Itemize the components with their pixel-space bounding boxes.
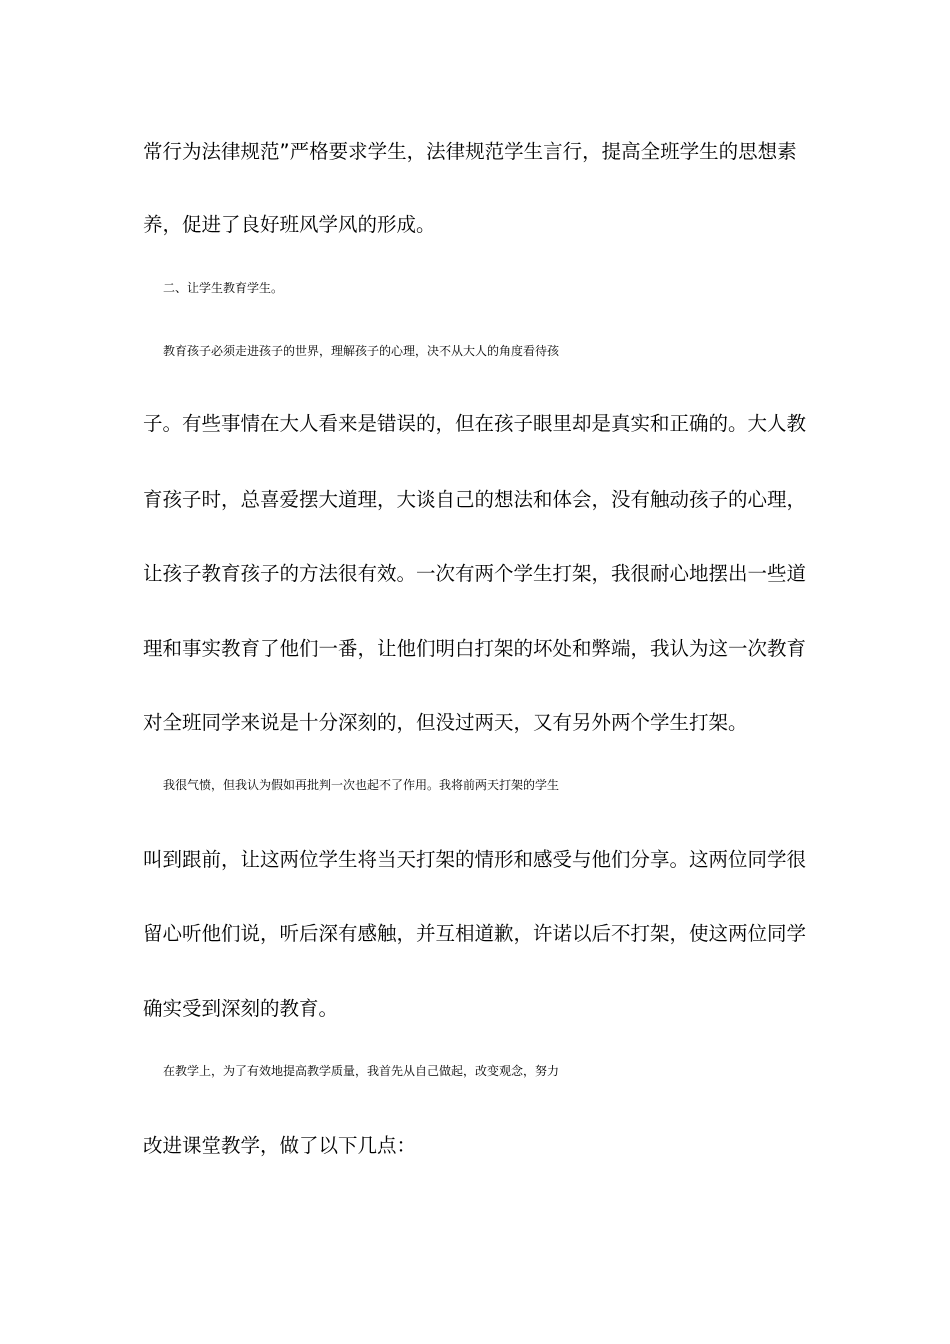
body-text-line: 养，促进了良好班风学风的形成。: [143, 213, 436, 236]
body-text-line: 我很气愤，但我认为假如再批判一次也起不了作用。我将前两天打架的学生: [163, 778, 560, 792]
body-text-line: 叫到跟前，让这两位学生将当天打架的情形和感受与他们分享。这两位同学很: [143, 848, 807, 871]
body-text-line: 教育孩子必须走进孩子的世界，理解孩子的心理，决不从大人的角度看待孩: [163, 344, 560, 358]
body-text-line: 理和事实教育了他们一番，让他们明白打架的坏处和弊端，我认为这一次教育: [143, 637, 807, 660]
body-text-line: 在教学上，为了有效地提高教学质量，我首先从自己做起，改变观念，努力: [163, 1064, 560, 1078]
body-text-line: 改进课堂教学，做了以下几点：: [143, 1134, 417, 1157]
body-text-line: 确实受到深刻的教育。: [143, 997, 339, 1020]
body-text-line: 育孩子时，总喜爱摆大道理，大谈自己的想法和体会，没有触动孩子的心理，: [143, 488, 807, 511]
body-text-line: 让孩子教育孩子的方法很有效。一次有两个学生打架，我很耐心地摆出一些道: [143, 562, 807, 585]
body-text-line: 留心听他们说，听后深有感触，并互相道歉，许诺以后不打架，使这两位同学: [143, 922, 807, 945]
body-text-line: 子。有些事情在大人看来是错误的，但在孩子眼里却是真实和正确的。大人教: [143, 412, 807, 435]
body-text-line: 对全班同学来说是十分深刻的，但没过两天，又有另外两个学生打架。: [143, 711, 748, 734]
body-text-line: 常行为法律规范”严格要求学生，法律规范学生言行，提高全班学生的思想素: [143, 140, 797, 163]
section-heading: 二、让学生教育学生。: [163, 281, 284, 295]
